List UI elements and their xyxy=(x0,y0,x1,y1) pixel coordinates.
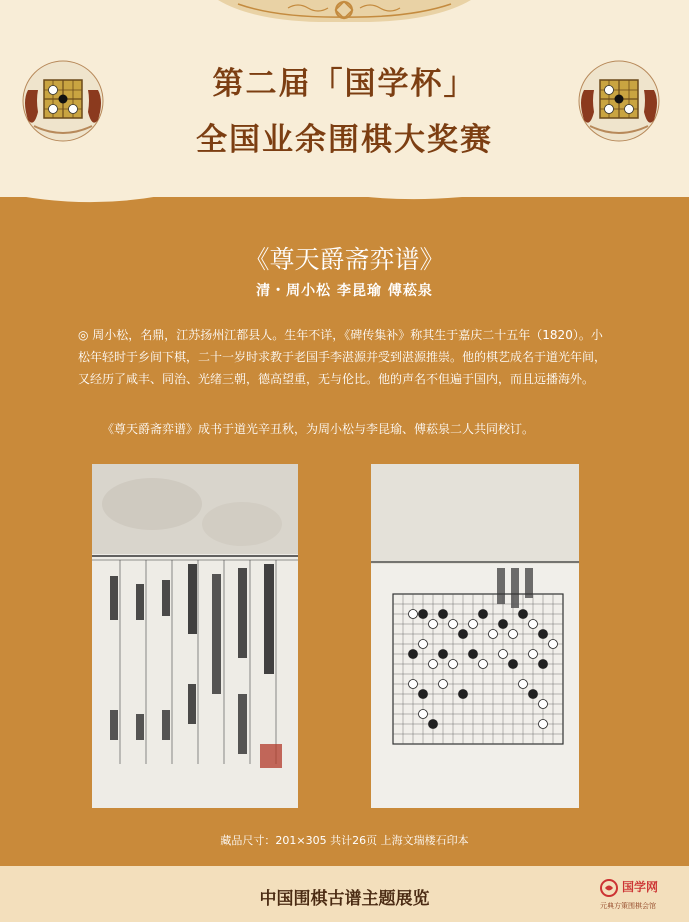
intro-paragraph: ◎ 周小松，名鼎，江苏扬州江都县人。生年不详，《碑传集补》称其生于嘉庆二十五年（1820）。小松年轻时于乡间下棋，二十一岁时求教于老国手李湛源并受到湛源推崇。他的棋艺成名于道光年间，又经历了咸丰、同治、光绪三朝，德高望重，无与伦比。他的声名不但遍于国内，而且远播海外。 xyxy=(78,328,607,386)
exhibition-title: 中国围棋古谱主题展览 xyxy=(259,889,430,909)
guoxue-logo-icon xyxy=(600,879,618,897)
book-page-photo xyxy=(92,464,298,808)
header-banner xyxy=(0,0,689,197)
ornament-knot-icon xyxy=(218,0,471,22)
logo-name: 国学网 xyxy=(622,880,659,894)
guoxue-logo xyxy=(598,878,684,916)
game-diagram-photo xyxy=(371,464,579,808)
book-catalog-page-image xyxy=(92,464,298,808)
logo-subtitle: 元典方策围棋会馆 xyxy=(600,902,656,910)
poster-title-line2: 全国业余围棋大奖赛 xyxy=(196,122,493,158)
artifact-caption: 藏品尺寸：201×305 共计26页 上海文瑞楼石印本 xyxy=(220,834,469,847)
book-title: 《尊天爵斋弈谱》 xyxy=(244,245,445,274)
header-wave-divider xyxy=(0,170,689,210)
game-record-page-image xyxy=(371,464,579,808)
poster-title-line1: 第二届「国学杯」 xyxy=(212,66,477,102)
intro-paragraph: 《尊天爵斋弈谱》成书于道光辛丑秋，为周小松与李昆瑜、傅菘泉二人共同校订。 xyxy=(102,422,535,436)
book-authors: 清・周小松 李昆瑜 傅菘泉 xyxy=(256,283,433,299)
